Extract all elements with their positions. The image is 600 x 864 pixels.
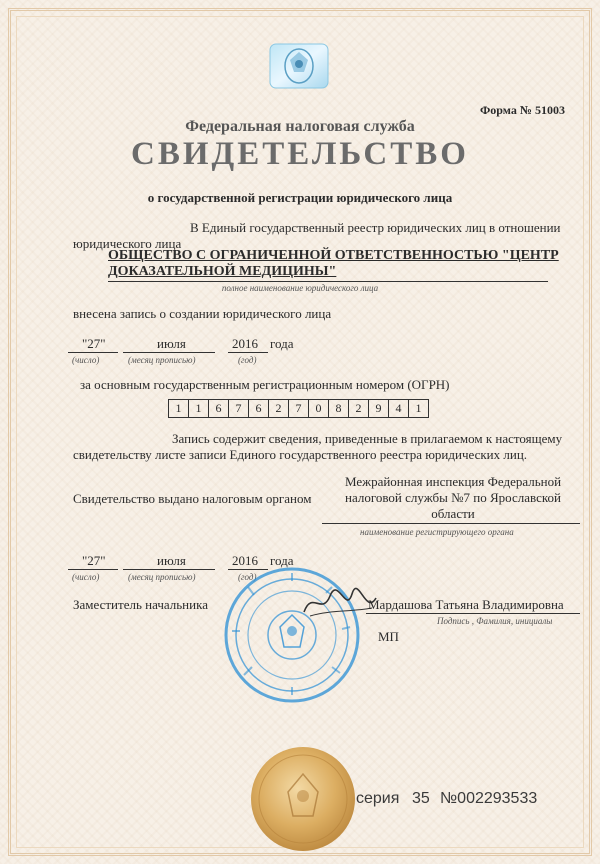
ogrn-digit: 9	[368, 399, 389, 418]
intro-line-2: юридического лица	[73, 236, 182, 251]
ogrn-digit: 0	[308, 399, 329, 418]
date2-month-caption: (месяц прописью)	[128, 572, 196, 582]
ogrn-digit: 7	[288, 399, 309, 418]
date2-day-line	[68, 569, 118, 570]
authority-line-2: налоговой службы №7 по Ярославской	[345, 490, 561, 505]
issued-by-label: Свидетельство выдано налоговым органом	[73, 491, 312, 506]
date1-day-caption: (число)	[72, 355, 100, 365]
ogrn-digit: 1	[188, 399, 209, 418]
ogrn-digit: 1	[168, 399, 189, 418]
authority-underline	[322, 523, 580, 524]
document-subtitle: о государственной регистрации юридического лица	[147, 190, 453, 205]
series-label: серия	[356, 790, 400, 807]
date1-day-line	[68, 352, 118, 353]
date1-month-caption: (месяц прописью)	[128, 355, 196, 365]
date2-year: 2016	[232, 553, 258, 568]
ogrn-digit: 6	[248, 399, 269, 418]
service-name: Федеральная налоговая служба	[185, 118, 415, 135]
signer-name: Мардашова Татьяна Владимировна	[368, 597, 564, 612]
date2-day: "27"	[82, 553, 106, 568]
intro-line-1: В Единый государственный реестр юридических лиц в отношении	[190, 220, 561, 235]
org-name-line-1: ОБЩЕСТВО С ОГРАНИЧЕННОЙ ОТВЕТСТВЕННОСТЬЮ "ЦЕНТР	[108, 248, 559, 263]
date2-year-caption: (год)	[238, 572, 257, 582]
date2-month-line	[123, 569, 215, 570]
org-name-underline	[108, 281, 548, 282]
signer-underline	[366, 613, 580, 614]
authority-name	[322, 474, 584, 522]
ogrn-number-boxes	[168, 399, 428, 418]
form-number: Форма № 51003	[480, 103, 565, 117]
ogrn-digit: 1	[408, 399, 429, 418]
org-name-caption: полное наименование юридического лица	[221, 283, 379, 293]
document-title: СВИДЕТЕЛЬСТВО	[131, 136, 469, 172]
certificate-number: №002293533	[440, 790, 538, 807]
ogrn-digit: 2	[348, 399, 369, 418]
ogrn-digit: 7	[228, 399, 249, 418]
date2-day-caption: (число)	[72, 572, 100, 582]
date1-day: "27"	[82, 336, 106, 351]
date2-month: июля	[157, 553, 186, 568]
ogrn-digit: 8	[328, 399, 349, 418]
signer-caption: Подпись , Фамилия, инициалы	[437, 616, 553, 626]
ogrn-digit: 4	[388, 399, 409, 418]
ogrn-digit: 6	[208, 399, 229, 418]
date1-year-caption: (год)	[238, 355, 257, 365]
date1-year-line	[228, 352, 268, 353]
date1-month-line	[123, 352, 215, 353]
record-text: внесена запись о создании юридического лица	[73, 306, 332, 321]
ogrn-digit: 2	[268, 399, 289, 418]
authority-caption: наименование регистрирующего органа	[360, 527, 514, 537]
date1-year: 2016	[232, 336, 258, 351]
hologram-emblem-icon	[268, 42, 330, 90]
date1-year-suffix: года	[270, 336, 294, 351]
gold-seal-icon	[248, 744, 358, 854]
signer-position: Заместитель начальника	[73, 597, 208, 612]
info-line-2: свидетельству листе записи Единого государственного реестра юридических лиц.	[73, 447, 528, 462]
ogrn-label: за основным государственным регистрационным номером (ОГРН)	[80, 377, 450, 392]
authority-line-1: Межрайонная инспекция Федеральной	[344, 474, 562, 489]
info-line-1: Запись содержит сведения, приведенные в прилагаемом к настоящему	[172, 431, 563, 446]
series-value: 35	[412, 790, 430, 807]
authority-line-3: области	[431, 506, 475, 521]
date1-month: июля	[157, 336, 186, 351]
date2-year-suffix: года	[270, 553, 294, 568]
org-name-line-2: ДОКАЗАТЕЛЬНОЙ МЕДИЦИНЫ"	[108, 264, 337, 279]
mp-label: МП	[378, 629, 399, 644]
